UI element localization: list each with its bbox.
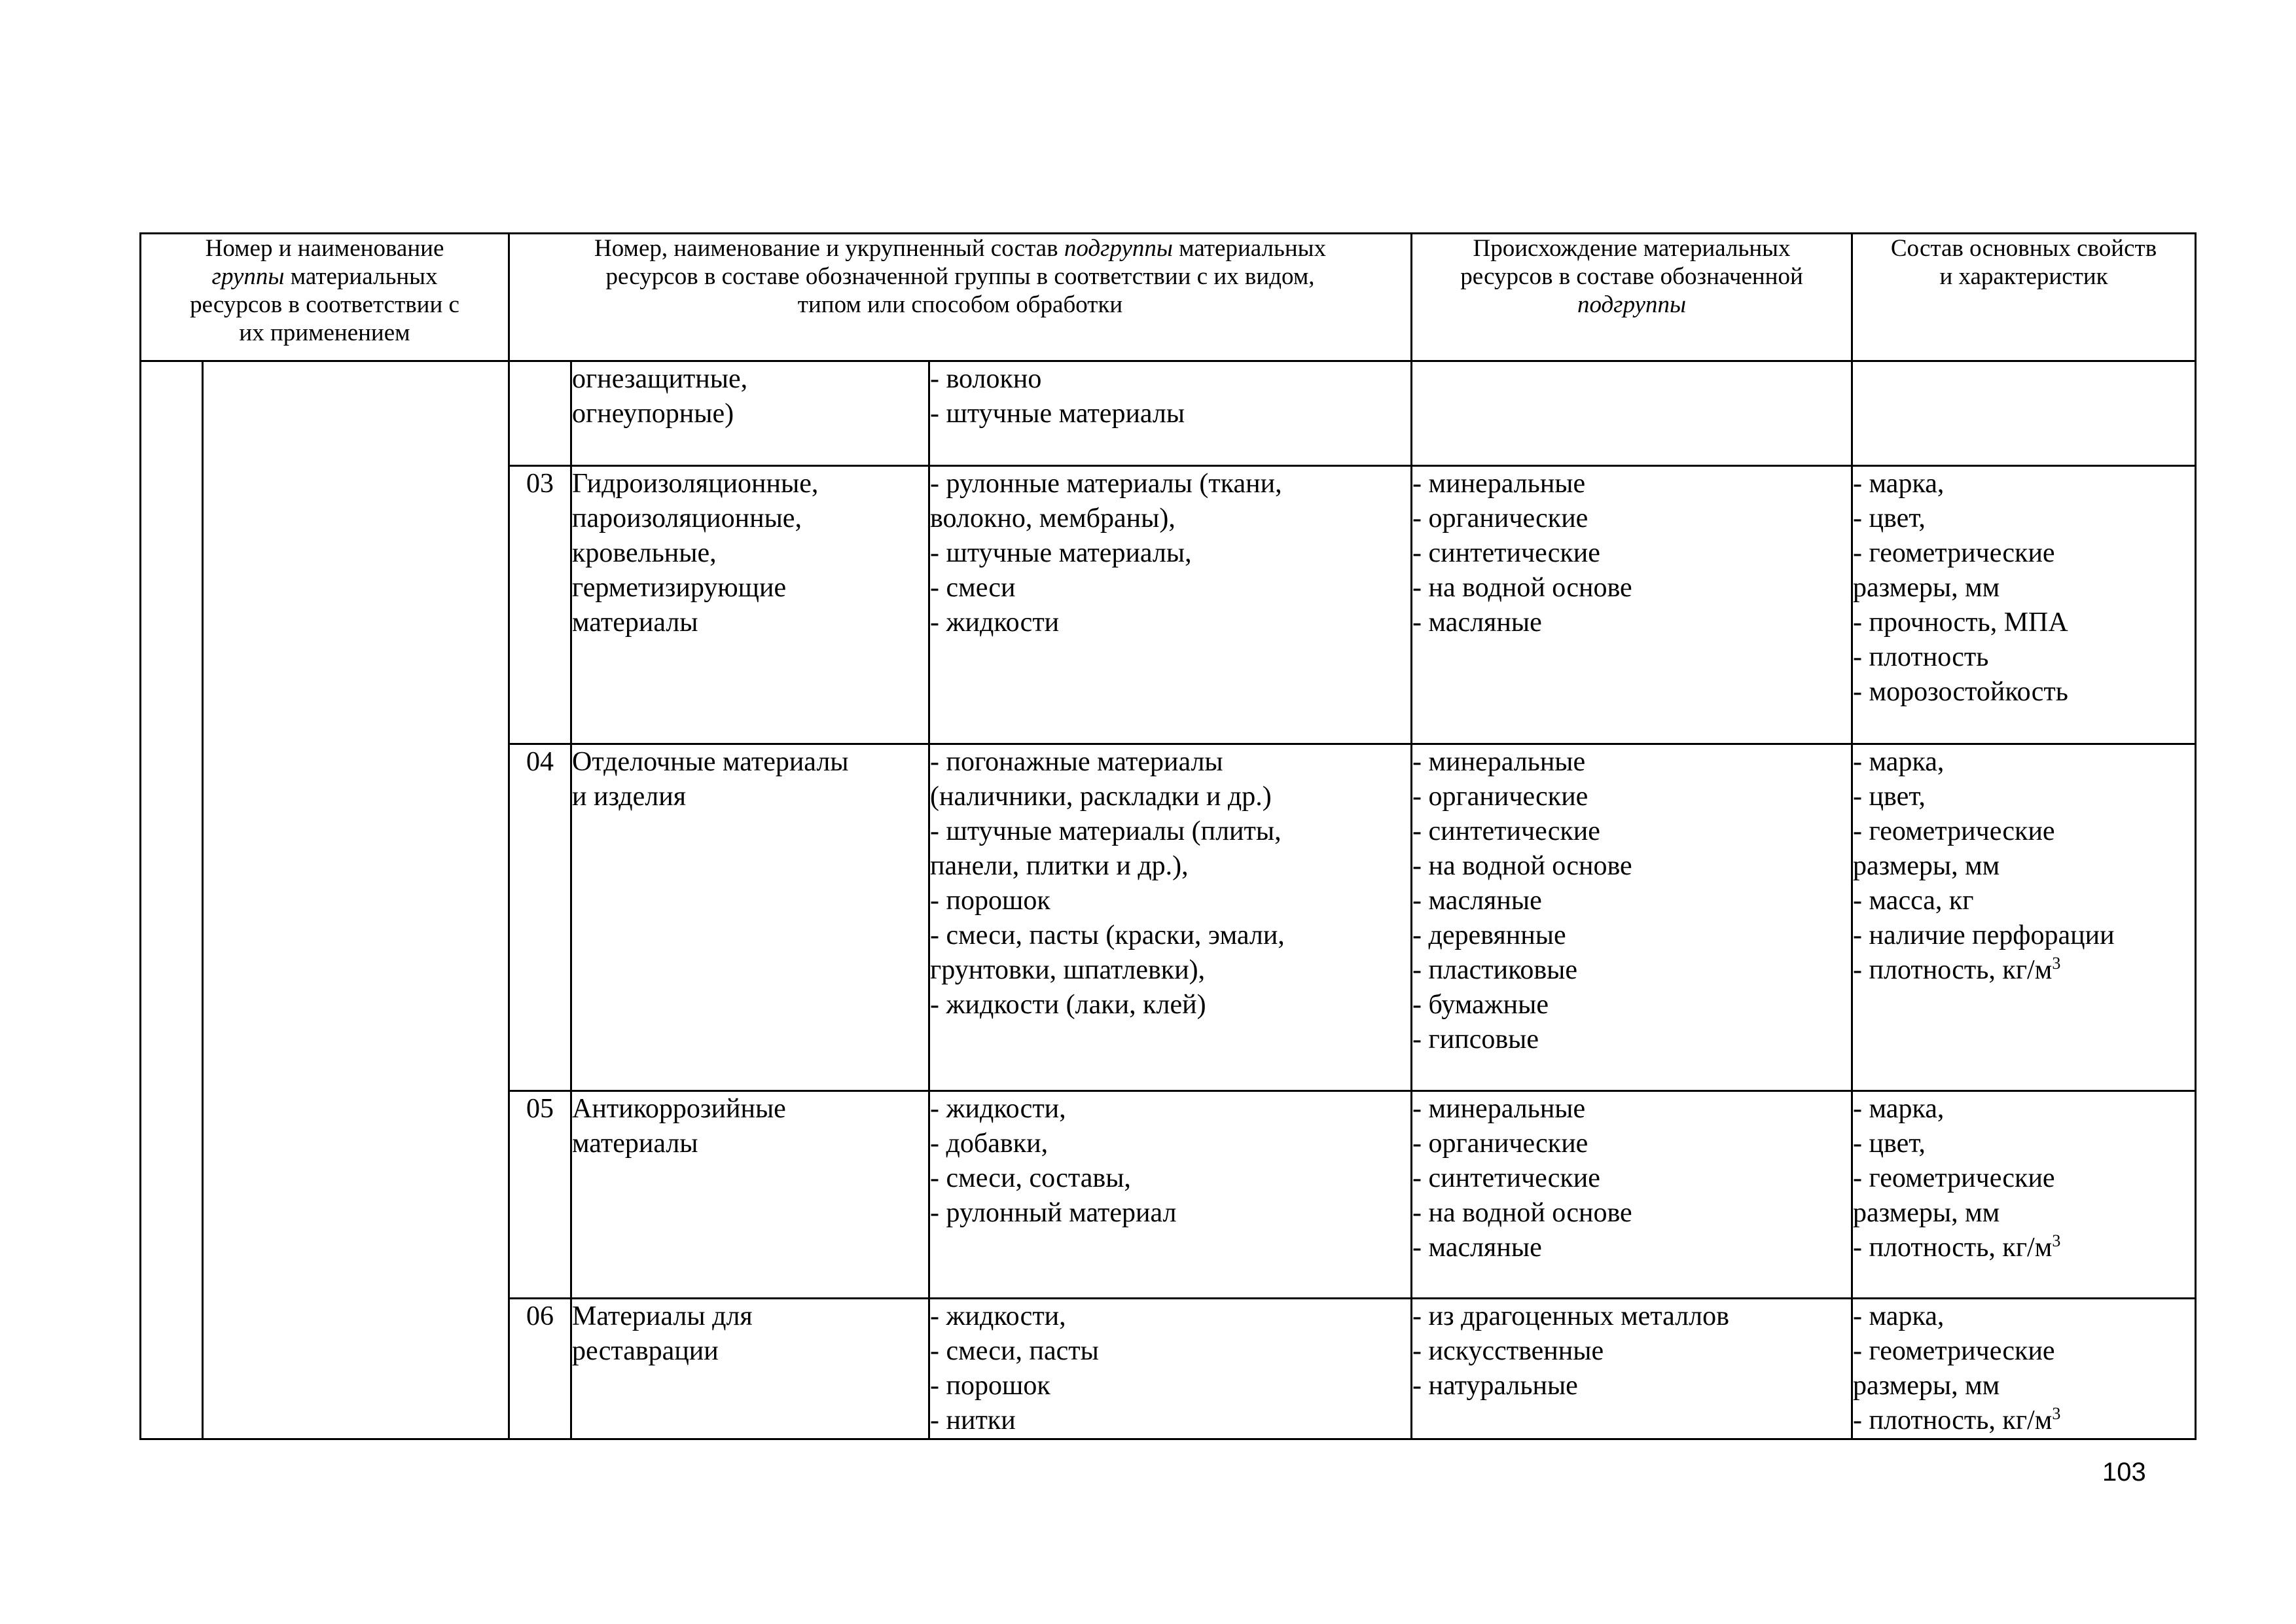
subgroup-properties [1852, 466, 2196, 744]
subgroup-composition [929, 361, 1412, 466]
table-header-row [141, 234, 2196, 361]
subgroup-properties-line: - плотность, $кг/м^3$ [1853, 1231, 2061, 1263]
subgroup-properties-line: - марка, [1853, 747, 1945, 777]
subgroup-origin-line: - на водной основе [1412, 573, 1632, 603]
subgroup-origin-line: - на водной основе [1412, 851, 1632, 881]
subgroup-origin-line: - органические [1412, 782, 1588, 812]
subgroup-origin-line: - синтетические [1412, 538, 1600, 568]
superscript: 3 [2052, 1404, 2061, 1423]
subgroup-number: 06 [509, 1299, 571, 1439]
superscript: 3 [2052, 1231, 2061, 1250]
subgroup-properties-line: - марка, [1853, 1301, 1945, 1331]
subgroup-properties [1852, 1091, 2196, 1299]
subgroup-composition-line: - смеси, пасты [930, 1336, 1099, 1366]
subgroup-composition-line: (наличники, раскладки и др.) [930, 782, 1272, 812]
subgroup-origin [1412, 1091, 1852, 1299]
subgroup-properties-line: - марка, [1853, 469, 1945, 499]
subgroup-composition-line: - смеси, составы, [930, 1163, 1131, 1193]
subgroup-name-line: Антикоррозийные [572, 1094, 786, 1124]
subgroup-properties-line: - геометрические [1853, 1163, 2055, 1193]
subgroup-number: 03 [509, 466, 571, 744]
subgroup-origin-line: - искусственные [1412, 1336, 1604, 1366]
subgroup-name [571, 744, 929, 1091]
subgroup-name-line: Гидроизоляционные, [572, 469, 819, 499]
subgroup-properties-line: размеры, мм [1853, 1371, 2000, 1401]
subgroup-origin-line: - масляные [1412, 886, 1542, 916]
subgroup-name-line: и изделия [572, 782, 687, 812]
subgroup-composition [929, 466, 1412, 744]
subgroup-properties-line: - геометрические [1853, 1336, 2055, 1366]
subgroup-composition-line: - жидкости [930, 607, 1060, 638]
subgroup-name-line: огнеупорные) [572, 399, 734, 429]
header-origin: Происхождение материальных ресурсов в составе обозначенной подгруппы [1412, 234, 1852, 361]
header-group: Номер и наименование группы материальных ресурсов в соответствии с их применением [141, 234, 509, 361]
subgroup-properties-line: - цвет, [1853, 782, 1926, 812]
subgroup-properties-line: - наличие перфорации [1853, 920, 2115, 950]
subgroup-origin-line: - минеральные [1412, 747, 1586, 777]
subgroup-properties-line: - цвет, [1853, 503, 1926, 533]
subgroup-properties-line: - геометрические [1853, 538, 2055, 568]
subgroup-origin-line: - масляные [1412, 1233, 1542, 1263]
subgroup-composition-line: - штучные материалы, [930, 538, 1192, 568]
subgroup-properties-line: размеры, мм [1853, 1198, 2000, 1228]
subgroup-properties [1852, 361, 2196, 466]
subgroup-properties-line: - морозостойкость [1853, 677, 2068, 707]
table-row [141, 361, 2196, 466]
subgroup-origin-line: - органические [1412, 503, 1588, 533]
subgroup-origin-line: - из драгоценных металлов [1412, 1301, 1729, 1331]
subgroup-name-line: материалы [572, 607, 698, 638]
subgroup-composition-line: - жидкости (лаки, клей) [930, 990, 1206, 1020]
subgroup-number: 05 [509, 1091, 571, 1299]
subgroup-name-line: Материалы для [572, 1301, 753, 1331]
subgroup-composition-line: - погонажные материалы [930, 747, 1223, 777]
subgroup-composition-line: - рулонный материал [930, 1198, 1177, 1228]
subgroup-origin-line: - деревянные [1412, 920, 1566, 950]
subgroup-origin-line: - масляные [1412, 607, 1542, 638]
subgroup-composition-line: - штучные материалы [930, 399, 1185, 429]
subgroup-name-line: Отделочные материалы [572, 747, 849, 777]
subgroup-composition-line: - рулонные материалы (ткани, [930, 469, 1282, 499]
subgroup-origin [1412, 466, 1852, 744]
subgroup-composition [929, 744, 1412, 1091]
subgroup-properties [1852, 744, 2196, 1091]
subgroup-properties-line: - плотность, $кг/м^3$ [1853, 954, 2061, 985]
subgroup-origin-line: - пластиковые [1412, 955, 1578, 985]
subgroup-properties-line: размеры, мм [1853, 851, 2000, 881]
subgroup-origin [1412, 361, 1852, 466]
group-name-cell [203, 361, 509, 1439]
subgroup-properties-line: - геометрические [1853, 816, 2055, 846]
subgroup-composition [929, 1299, 1412, 1439]
subgroup-composition-line: - нитки [930, 1405, 1016, 1435]
subgroup-composition-line: панели, плитки и др.), [930, 851, 1189, 881]
subgroup-name [571, 466, 929, 744]
header-subgroup: Номер, наименование и укрупненный состав подгруппы материальных ресурсов в составе обозначенной группы в соответствии с их видом, типом или способом обработки [509, 234, 1412, 361]
subgroup-composition-line: - смеси [930, 573, 1016, 603]
subgroup-composition-line: грунтовки, шпатлевки), [930, 955, 1206, 985]
subgroup-name-line: огнезащитные, [572, 364, 748, 394]
subgroup-origin-line: - минеральные [1412, 469, 1586, 499]
header-properties: Состав основных свойств и характеристик [1852, 234, 2196, 361]
page-number: 103 [2102, 1458, 2146, 1487]
subgroup-properties-line: - прочность, МПА [1853, 607, 2068, 638]
subgroup-composition-line: - порошок [930, 886, 1050, 916]
subgroup-number: 04 [509, 744, 571, 1091]
subgroup-name-line: кровельные, [572, 538, 717, 568]
subgroup-properties-line: - плотность [1853, 642, 1989, 672]
subgroup-name-line: герметизирующие [572, 573, 787, 603]
subgroup-name-line: материалы [572, 1128, 698, 1159]
subgroup-properties-line: - масса, кг [1853, 886, 1974, 916]
subgroup-composition-line: - штучные материалы (плиты, [930, 816, 1282, 846]
subgroup-properties [1852, 1299, 2196, 1439]
subgroup-origin-line: - на водной основе [1412, 1198, 1632, 1228]
subgroup-origin-line: - гипсовые [1412, 1024, 1539, 1055]
subgroup-name [571, 1091, 929, 1299]
subgroup-composition-line: - жидкости, [930, 1094, 1066, 1124]
subgroup-origin [1412, 744, 1852, 1091]
subgroup-number [509, 361, 571, 466]
subgroup-composition-line: - добавки, [930, 1128, 1049, 1159]
subgroup-origin-line: - синтетические [1412, 816, 1600, 846]
subgroup-properties-line: размеры, мм [1853, 573, 2000, 603]
subgroup-origin-line: - минеральные [1412, 1094, 1586, 1124]
subgroup-origin-line: - органические [1412, 1128, 1588, 1159]
subgroup-composition-line: - жидкости, [930, 1301, 1066, 1331]
superscript: 3 [2052, 954, 2061, 973]
subgroup-origin [1412, 1299, 1852, 1439]
subgroup-name [571, 1299, 929, 1439]
subgroup-properties-line: - марка, [1853, 1094, 1945, 1124]
group-number-cell [141, 361, 203, 1439]
subgroup-composition-line: - смеси, пасты (краски, эмали, [930, 920, 1285, 950]
subgroup-origin-line: - синтетические [1412, 1163, 1600, 1193]
subgroup-composition-line: - волокно [930, 364, 1042, 394]
subgroup-name-line: пароизоляционные, [572, 503, 802, 533]
subgroup-composition-line: - порошок [930, 1371, 1050, 1401]
subgroup-name [571, 361, 929, 466]
subgroup-origin-line: - бумажные [1412, 990, 1549, 1020]
materials-table [139, 232, 2197, 1440]
subgroup-composition [929, 1091, 1412, 1299]
subgroup-properties-line: - плотность, $кг/м^3$ [1853, 1404, 2061, 1435]
subgroup-composition-line: волокно, мембраны), [930, 503, 1175, 533]
subgroup-name-line: реставрации [572, 1336, 719, 1366]
subgroup-properties-line: - цвет, [1853, 1128, 1926, 1159]
subgroup-origin-line: - натуральные [1412, 1371, 1578, 1401]
